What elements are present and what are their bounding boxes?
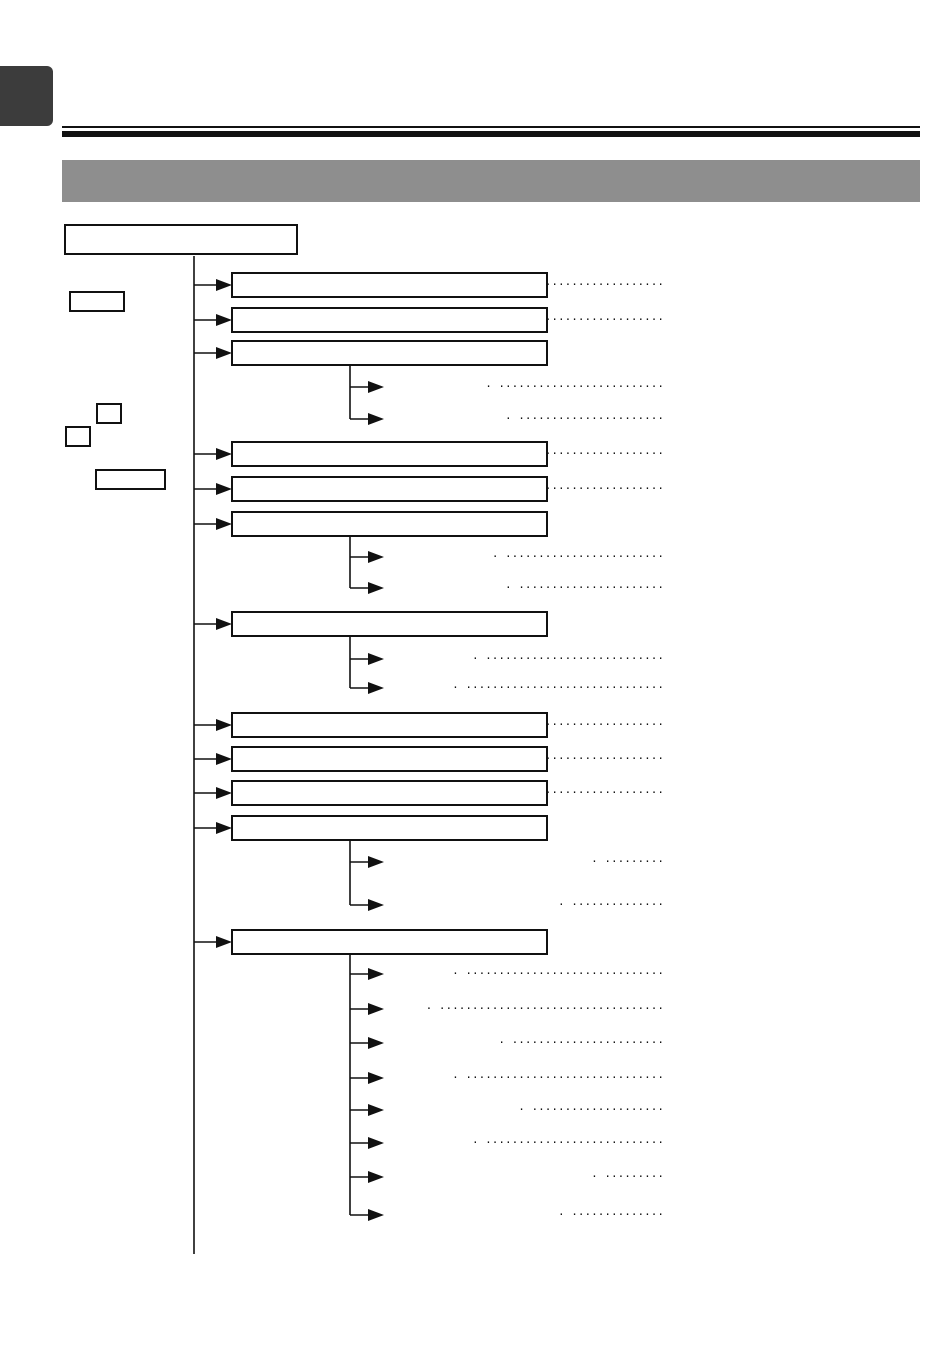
item-arrow-head <box>216 448 232 460</box>
item-arrow-head <box>216 518 232 530</box>
page-ref-leader: · ························ <box>491 550 664 563</box>
page-ref-leader: · ······················ <box>505 412 664 425</box>
page-ref-leader: · ······························ <box>452 1071 664 1084</box>
item-arrow-head <box>216 314 232 326</box>
submenu-arrow-head <box>368 1037 384 1049</box>
menu-item-box <box>232 816 547 840</box>
page-ref-leader: · ·············· <box>558 898 664 911</box>
page-ref-leader: ·················· <box>544 718 664 731</box>
page-ref-leader: · ··························· <box>471 1136 664 1149</box>
item-arrow-head <box>216 753 232 765</box>
submenu-arrow-head <box>368 653 384 665</box>
menu-item-box <box>232 747 547 771</box>
item-arrow-head <box>216 822 232 834</box>
submenu-arrow-head <box>368 582 384 594</box>
item-arrow-head <box>216 483 232 495</box>
submenu-arrow-head <box>368 413 384 425</box>
item-arrow-head <box>216 618 232 630</box>
item-arrow-head <box>216 787 232 799</box>
page-ref-leader: ·················· <box>544 278 664 291</box>
menu-item-box <box>232 781 547 805</box>
submenu-arrow-head <box>368 1171 384 1183</box>
submenu-arrow-head <box>368 899 384 911</box>
page-ref-leader: · ······························ <box>452 681 664 694</box>
page-ref-leader: ·················· <box>544 447 664 460</box>
menu-item-box <box>232 442 547 466</box>
submenu-arrow-head <box>368 968 384 980</box>
page-ref-leader: ·················· <box>544 786 664 799</box>
submenu-arrow-head <box>368 1137 384 1149</box>
page-ref-leader: ·················· <box>544 752 664 765</box>
menu-item-box <box>232 512 547 536</box>
page-ref-leader: · ······················ <box>505 581 664 594</box>
submenu-arrow-head <box>368 1003 384 1015</box>
page-ref-leader: · ······························ <box>452 967 664 980</box>
submenu-arrow-head <box>368 682 384 694</box>
menu-item-box <box>232 273 547 297</box>
submenu-arrow-head <box>368 551 384 563</box>
item-arrow-head <box>216 279 232 291</box>
item-arrow-head <box>216 936 232 948</box>
item-arrow-head <box>216 719 232 731</box>
submenu-arrow-head <box>368 856 384 868</box>
page-ref-leader: ·················· <box>544 482 664 495</box>
submenu-arrow-head <box>368 1209 384 1221</box>
menu-item-box <box>232 308 547 332</box>
page-ref-leader: ·················· <box>544 313 664 326</box>
page-ref-leader: · ········· <box>591 1170 664 1183</box>
item-arrow-head <box>216 347 232 359</box>
submenu-arrow-head <box>368 1072 384 1084</box>
page-ref-leader: · ······················· <box>498 1036 664 1049</box>
menu-item-box <box>232 930 547 954</box>
page-ref-leader: · ·································· <box>425 1002 664 1015</box>
page-ref-leader: · ···················· <box>518 1103 664 1116</box>
menu-item-box <box>232 612 547 636</box>
page-ref-leader: · ········· <box>591 855 664 868</box>
page-ref-leader: · ··························· <box>471 652 664 665</box>
menu-item-box <box>232 713 547 737</box>
submenu-arrow-head <box>368 1104 384 1116</box>
menu-item-box <box>232 341 547 365</box>
page-ref-leader: · ························· <box>485 380 664 393</box>
page-ref-leader: · ·············· <box>558 1208 664 1221</box>
menu-item-box <box>232 477 547 501</box>
submenu-arrow-head <box>368 381 384 393</box>
